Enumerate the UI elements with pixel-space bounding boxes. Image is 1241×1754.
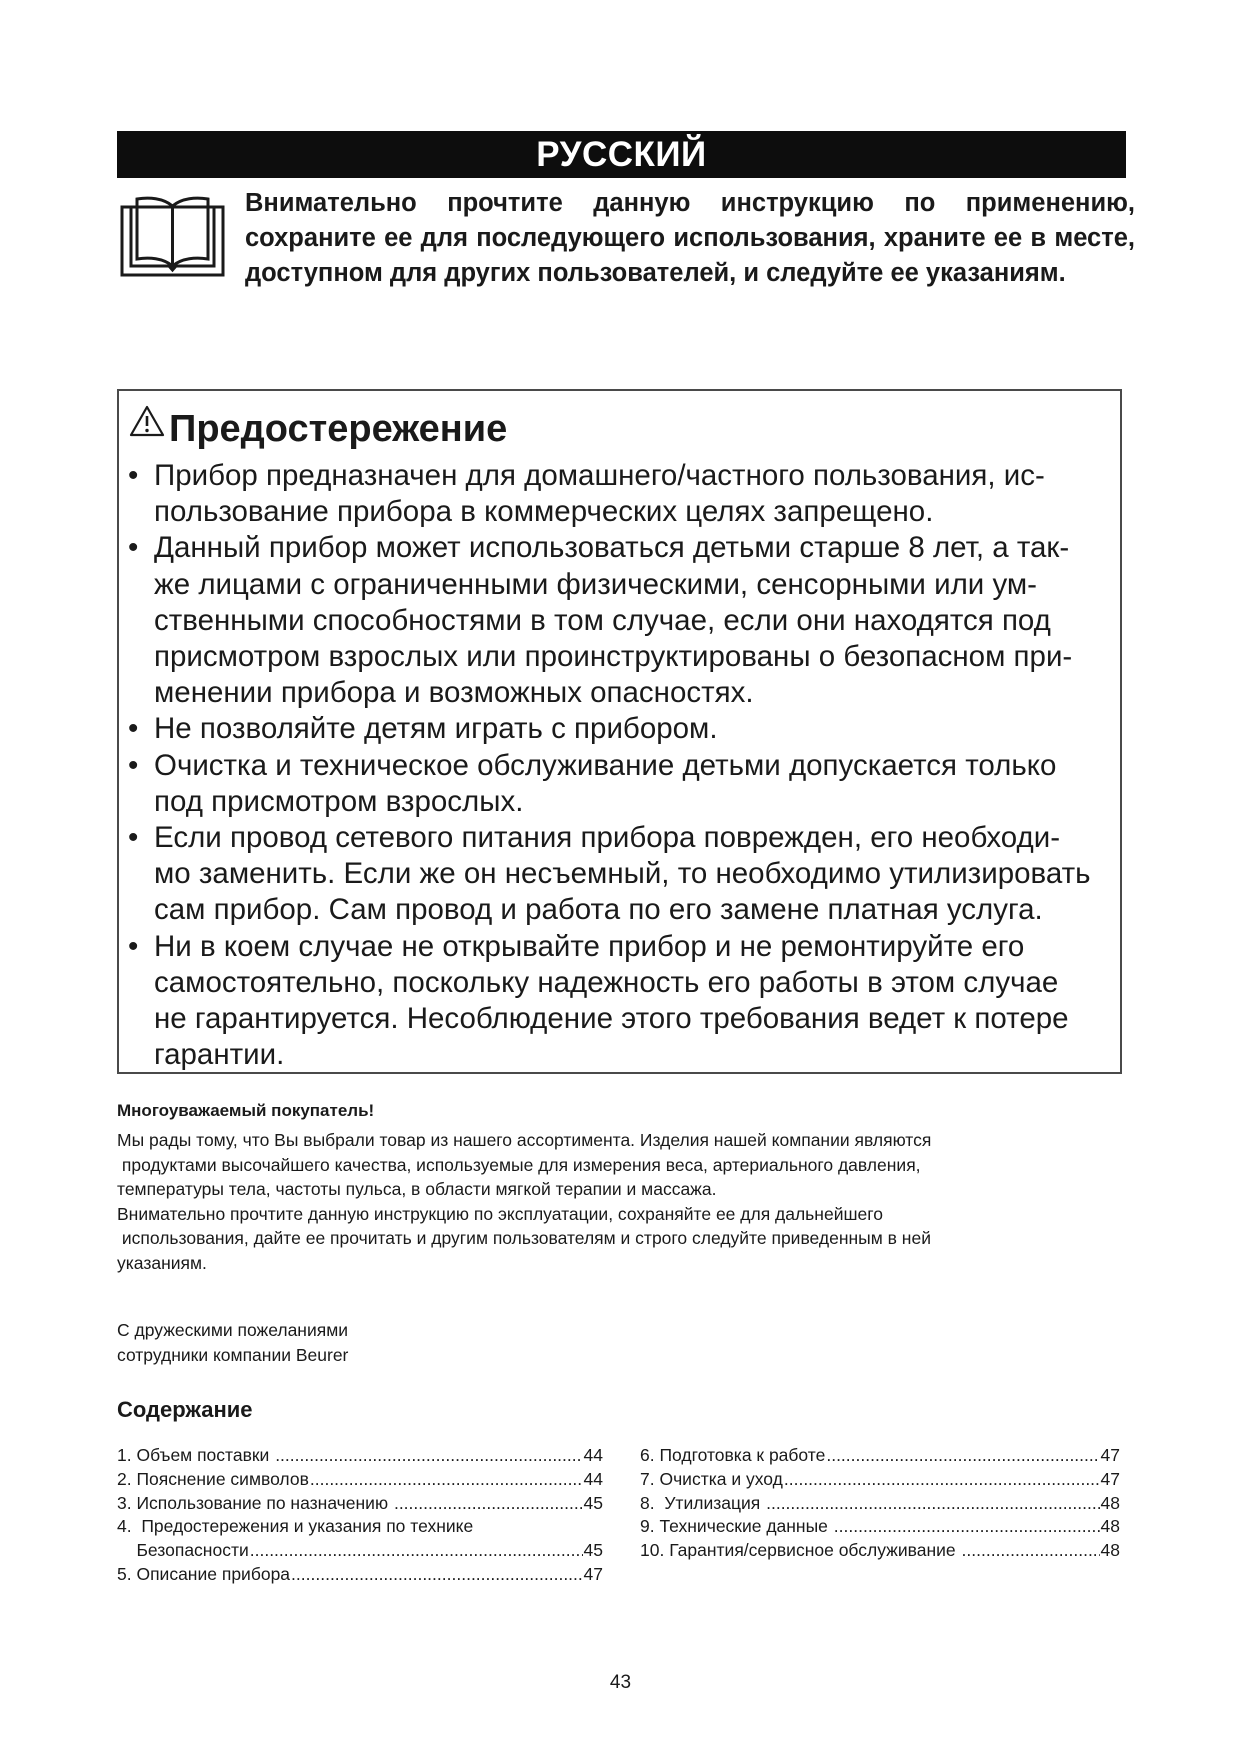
- welcome-line: температуры тела, частоты пульса, в области мягкой терапии и массажа.: [117, 1179, 717, 1199]
- warning-item: [128, 929, 1118, 1074]
- toc-entry-label: 5. Описание прибора: [117, 1563, 291, 1584]
- toc-leader-dots: [275, 1444, 582, 1468]
- toc-entry-page: 48: [1100, 1516, 1120, 1537]
- page-number: 43: [609, 1672, 632, 1693]
- toc-entry-page: 47: [1100, 1445, 1120, 1465]
- bullet-icon: •: [128, 748, 139, 782]
- toc-entry-page: 48: [1100, 1540, 1120, 1561]
- toc-entry-page: 45: [583, 1492, 603, 1513]
- toc-entry-label: 4. Предостережения и указания по технике: [117, 1516, 474, 1537]
- warning-triangle-icon: [129, 405, 165, 437]
- bullet-icon: •: [128, 929, 139, 963]
- toc-leader-dots: [250, 1539, 583, 1563]
- toc-entry-label: Безопасности: [117, 1540, 249, 1561]
- warning-item-text: Не позволяйте детям играть с прибором.: [154, 712, 718, 746]
- warning-item-text: Данный прибор может использоваться детьми старше 8 лет, а так- же лицами с ограниченными физическими, сенсорными или ум- ственными способностями в том случае, если они находятся под присмотром взрослых или проинструктированы о безопасном при- менении прибора и возможных опасностях.: [154, 531, 1073, 710]
- warning-item-text: Прибор предназначен для домашнего/частного пользования, ис- пользование прибора в коммерческих целях запрещено.: [154, 459, 1045, 529]
- intro-instruction: Внимательно прочтите данную инструкцию по применению, сохраните ее для последующего использования, храните ее в месте, доступном для других пользователей, и следуйте ее указаниям.: [245, 189, 1135, 287]
- warning-title: Предостережение: [169, 408, 508, 450]
- toc-leader-dots: [310, 1468, 583, 1492]
- toc-entry-page: 44: [583, 1445, 603, 1465]
- welcome-line: указаниям.: [117, 1252, 207, 1273]
- toc-entry[interactable]: [117, 1515, 603, 1539]
- warning-item: [128, 458, 1118, 530]
- toc-entry[interactable]: [117, 1492, 603, 1516]
- welcome-line: продуктами высочайшего качества, используемые для измерения веса, артериального давления,: [117, 1154, 921, 1175]
- toc-leader-dots: [826, 1444, 1099, 1468]
- warning-item-text: Ни в коем случае не открывайте прибор и не ремонтируйте его самостоятельно, поскольку надежность его работы в этом случае не гарантируется. Несоблюдение этого требования ведет к потере гарантии.: [154, 929, 1069, 1072]
- toc-entry-page: 48: [1100, 1492, 1120, 1513]
- toc-leader-dots: [834, 1515, 1100, 1539]
- bullet-icon: •: [128, 531, 139, 565]
- toc-entry[interactable]: [640, 1539, 1120, 1563]
- toc-entry[interactable]: [640, 1444, 1120, 1468]
- language-header-bar: [117, 131, 1126, 178]
- toc-leader-dots: [291, 1563, 582, 1587]
- toc-entry[interactable]: [117, 1444, 603, 1468]
- toc-entry-label: 9. Технические данные: [640, 1516, 833, 1537]
- bullet-icon: •: [128, 712, 139, 746]
- toc-left-column: [117, 1444, 603, 1587]
- warning-item: [128, 711, 1118, 747]
- warning-item-text: Если провод сетевого питания прибора поврежден, его необходи- мо заменить. Если же он несъемный, то необходимо утилизировать сам прибор. Сам провод и работа по его замене платная услуга.: [154, 821, 1091, 927]
- bullet-icon: •: [128, 821, 139, 855]
- toc-entry-label: 10. Гарантия/сервисное обслуживание: [640, 1540, 961, 1561]
- toc-entry[interactable]: [640, 1515, 1120, 1539]
- bullet-icon: •: [128, 459, 139, 492]
- warning-item-text: Очистка и техническое обслуживание детьми допускается только под присмотром взрослых.: [154, 748, 1057, 818]
- closing-signature: [117, 1318, 348, 1367]
- toc-entry-page: 47: [583, 1563, 603, 1584]
- welcome-text: [117, 1128, 1077, 1275]
- toc-entry-label: 3. Использование по назначению: [117, 1492, 393, 1513]
- toc-leader-dots: [784, 1468, 1100, 1492]
- toc-entry-label: 7. Очистка и уход: [640, 1468, 783, 1489]
- language-title: РУССКИЙ: [536, 135, 707, 174]
- toc-right-column: [640, 1444, 1120, 1563]
- toc-entry[interactable]: [640, 1492, 1120, 1516]
- toc-leader-dots: [766, 1492, 1099, 1516]
- toc-entry-label: 1. Объем поставки: [117, 1445, 275, 1465]
- open-book-icon: [119, 195, 226, 278]
- toc-leader-dots: [962, 1539, 1100, 1563]
- closing-line: С дружескими пожеланиями: [117, 1320, 349, 1340]
- toc-entry-label: 6. Подготовка к работе: [640, 1445, 826, 1465]
- toc-entry-label: 2. Пояснение символов: [117, 1468, 309, 1489]
- toc-entry-page: 45: [583, 1540, 603, 1561]
- warning-item: [128, 820, 1118, 929]
- warning-list: [128, 458, 1118, 1073]
- toc-entry-page: 47: [1100, 1468, 1120, 1489]
- warning-item: [128, 530, 1118, 711]
- toc-leader-dots: [394, 1492, 583, 1516]
- toc-entry-label: 8. Утилизация: [640, 1492, 766, 1513]
- toc-title: Содержание: [117, 1397, 253, 1422]
- toc-entry-page: 44: [583, 1468, 603, 1489]
- welcome-line: использования, дайте ее прочитать и другим пользователям и строго следуйте приведенным в ней: [117, 1228, 931, 1248]
- toc-entry[interactable]: [117, 1563, 603, 1587]
- welcome-line: Мы рады тому, что Вы выбрали товар из нашего ассортимента. Изделия нашей компании являются: [117, 1130, 932, 1150]
- welcome-line: Внимательно прочтите данную инструкцию по эксплуатации, сохраняйте ее для дальнейшего: [117, 1203, 883, 1224]
- customer-salutation: Многоуважаемый покупатель!: [117, 1101, 375, 1120]
- closing-line: сотрудники компании Beurer: [117, 1344, 349, 1365]
- warning-item: [128, 748, 1118, 820]
- toc-entry[interactable]: [117, 1468, 603, 1492]
- toc-entry[interactable]: [117, 1539, 603, 1563]
- toc-entry[interactable]: [640, 1468, 1120, 1492]
